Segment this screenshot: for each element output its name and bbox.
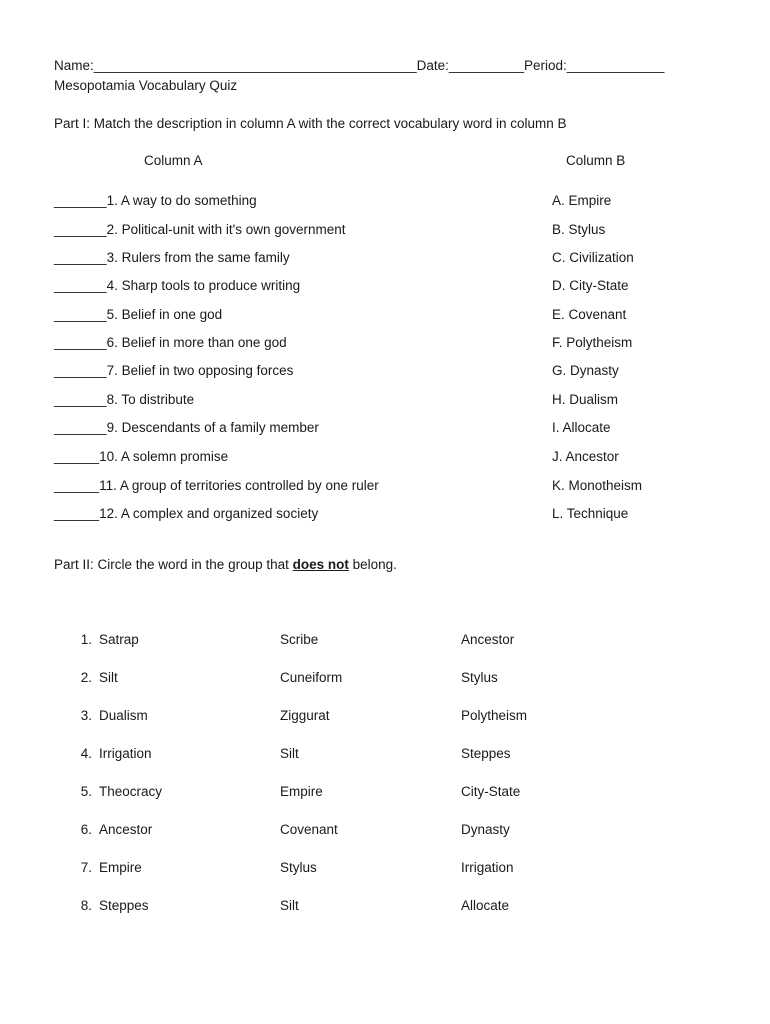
group-number: 5. — [80, 784, 92, 799]
answer-blank[interactable]: _______ — [54, 222, 107, 237]
part2-instructions-emphasis: does not — [292, 557, 349, 572]
group-word[interactable]: Empire — [99, 860, 142, 875]
matching-description: 7. Belief in two opposing forces — [106, 363, 294, 378]
answer-blank[interactable]: _______ — [54, 250, 107, 265]
group-word[interactable]: Steppes — [461, 746, 511, 761]
date-blank[interactable]: __________ — [448, 58, 524, 73]
matching-description: 8. To distribute — [106, 392, 195, 407]
matching-description: 4. Sharp tools to produce writing — [106, 278, 301, 293]
group-word[interactable]: Stylus — [461, 670, 498, 685]
vocabulary-word: A. Empire — [552, 193, 612, 208]
group-number: 3. — [80, 708, 92, 723]
group-number: 1. — [80, 632, 92, 647]
vocabulary-word: F. Polytheism — [552, 335, 633, 350]
matching-description: 2. Political-unit with it's own government — [106, 222, 346, 237]
group-word[interactable]: Ancestor — [461, 632, 515, 647]
answer-blank[interactable]: ______ — [54, 449, 100, 464]
group-word[interactable]: Dualism — [99, 708, 148, 723]
group-word[interactable]: Polytheism — [461, 708, 528, 723]
group-word[interactable]: Satrap — [99, 632, 139, 647]
group-word[interactable]: Scribe — [280, 632, 319, 647]
answer-blank[interactable]: _______ — [54, 335, 107, 350]
group-number: 4. — [80, 746, 92, 761]
part2-instructions-before: Part II: Circle the word in the group that — [54, 557, 293, 572]
group-number: 8. — [80, 898, 92, 913]
answer-blank[interactable]: _______ — [54, 307, 107, 322]
group-word[interactable]: Cuneiform — [280, 670, 343, 685]
vocabulary-word: H. Dualism — [552, 392, 619, 407]
group-word[interactable]: Silt — [99, 670, 118, 685]
vocabulary-word: J. Ancestor — [552, 449, 619, 464]
group-word[interactable]: Irrigation — [461, 860, 514, 875]
name-label: Name: — [54, 58, 94, 73]
group-word[interactable]: Silt — [280, 746, 299, 761]
group-word[interactable]: Ziggurat — [280, 708, 330, 723]
group-word[interactable]: City-State — [461, 784, 521, 799]
quiz-title: Mesopotamia Vocabulary Quiz — [54, 78, 238, 93]
answer-blank[interactable]: _______ — [54, 193, 107, 208]
matching-item — [54, 392, 194, 408]
matching-item — [54, 250, 290, 266]
matching-item — [54, 449, 228, 465]
vocabulary-word: K. Monotheism — [552, 478, 643, 493]
header-fields — [54, 58, 664, 74]
vocabulary-word: B. Stylus — [552, 222, 606, 237]
group-word[interactable]: Covenant — [280, 822, 338, 837]
matching-description: 12. A complex and organized society — [99, 506, 319, 521]
answer-blank[interactable]: _______ — [54, 278, 107, 293]
group-word[interactable]: Allocate — [461, 898, 510, 913]
group-word[interactable]: Steppes — [99, 898, 149, 913]
answer-blank[interactable]: ______ — [54, 506, 100, 521]
matching-item — [54, 222, 346, 238]
name-blank[interactable]: ___________________________________________ — [93, 58, 417, 73]
group-word[interactable]: Theocracy — [99, 784, 163, 799]
part1-instructions: Part I: Match the description in column A with the correct vocabulary word in column B — [54, 116, 567, 131]
matching-description: 1. A way to do something — [106, 193, 257, 208]
answer-blank[interactable]: _______ — [54, 420, 107, 435]
matching-description: 3. Rulers from the same family — [106, 250, 290, 265]
part2-instructions — [54, 557, 397, 573]
group-number: 6. — [80, 822, 92, 837]
answer-blank[interactable]: ______ — [54, 478, 100, 493]
matching-item — [54, 363, 293, 379]
group-word[interactable]: Silt — [280, 898, 299, 913]
matching-item — [54, 420, 319, 436]
group-number: 2. — [80, 670, 92, 685]
group-word[interactable]: Dynasty — [461, 822, 510, 837]
matching-item — [54, 193, 257, 209]
period-label: Period: — [524, 58, 567, 73]
answer-blank[interactable]: _______ — [54, 392, 107, 407]
vocabulary-word: C. Civilization — [552, 250, 634, 265]
vocabulary-word: G. Dynasty — [552, 363, 619, 378]
matching-item — [54, 478, 379, 494]
matching-description: 11. A group of territories controlled by one ruler — [99, 478, 379, 493]
matching-description: 9. Descendants of a family member — [106, 420, 319, 435]
matching-item — [54, 335, 287, 351]
period-blank[interactable]: _____________ — [566, 58, 665, 73]
column-a-header: Column A — [144, 153, 203, 168]
matching-description: 5. Belief in one god — [106, 307, 223, 322]
vocabulary-word: L. Technique — [552, 506, 629, 521]
matching-item — [54, 278, 300, 294]
column-b-header: Column B — [566, 153, 626, 168]
part2-instructions-after: belong. — [348, 557, 397, 572]
group-word[interactable]: Irrigation — [99, 746, 152, 761]
matching-description: 6. Belief in more than one god — [106, 335, 287, 350]
vocabulary-word: I. Allocate — [552, 420, 611, 435]
group-word[interactable]: Ancestor — [99, 822, 153, 837]
date-label: Date: — [416, 58, 449, 73]
matching-description: 10. A solemn promise — [99, 449, 229, 464]
group-word[interactable]: Empire — [280, 784, 323, 799]
group-number: 7. — [80, 860, 92, 875]
vocabulary-word: E. Covenant — [552, 307, 627, 322]
vocabulary-word: D. City-State — [552, 278, 629, 293]
matching-item — [54, 307, 222, 323]
answer-blank[interactable]: _______ — [54, 363, 107, 378]
matching-item — [54, 506, 318, 522]
group-word[interactable]: Stylus — [280, 860, 317, 875]
